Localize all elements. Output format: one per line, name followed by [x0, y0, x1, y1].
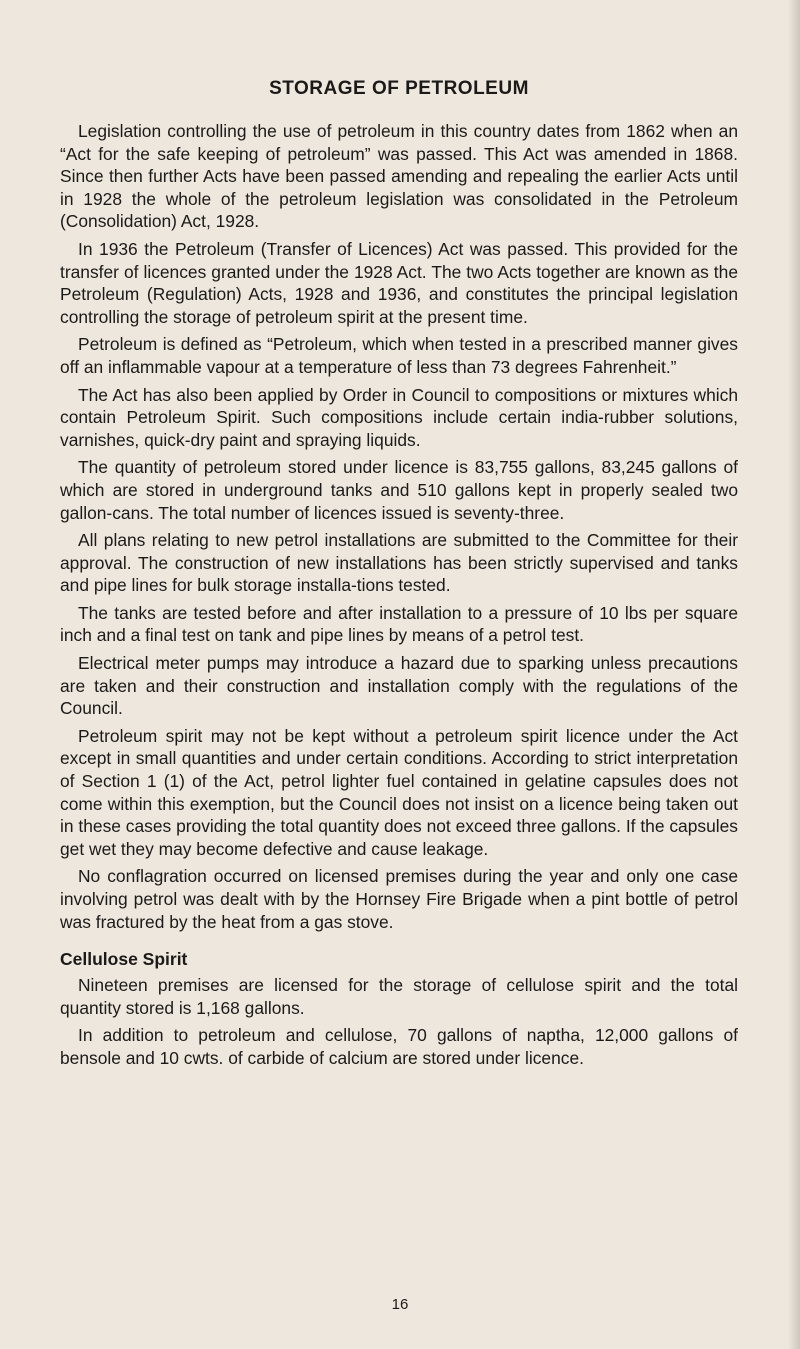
paragraph: No conflagration occurred on licensed premises during the year and only one case involving petrol was dealt with by the Hornsey Fire Brigade when a pint bottle of petrol was fractured by the heat from a gas stove.: [60, 866, 738, 932]
paragraph: In addition to petroleum and cellulose, 70 gallons of naptha, 12,000 gallons of bensole and 10 cwts. of carbide of calcium are stored under licence.: [60, 1025, 738, 1068]
page-edge-shadow: [788, 0, 800, 1349]
paragraph: Legislation controlling the use of petroleum in this country dates from 1862 when an “Act for the safe keeping of petroleum” was passed. This Act was amended in 1868. Since then further Acts have been passed amending and repealing the earlier Acts until in 1928 the whole of the petroleum legislation was consolidated in the Petroleum (Consolidation) Act, 1928.: [60, 121, 738, 232]
section-heading-cellulose-spirit: Cellulose Spirit: [60, 949, 188, 970]
paragraph: The quantity of petroleum stored under licence is 83,755 gallons, 83,245 gallons of which are stored in underground tanks and 510 gallons kept in properly sealed two gallon-cans. The total number of licences issued is seventy-three.: [60, 457, 738, 523]
paragraph: The Act has also been applied by Order in Council to compositions or mixtures which contain Petroleum Spirit. Such compositions include certain india-rubber solutions, varnishes, quick-dry paint and spraying liquids.: [60, 384, 738, 450]
page-title: STORAGE OF PETROLEUM: [269, 78, 529, 99]
paragraph: Electrical meter pumps may introduce a hazard due to sparking unless precautions are taken and their construction and installation comply with the regulations of the Council.: [60, 653, 738, 719]
paragraph: Petroleum spirit may not be kept without a petroleum spirit licence under the Act except in small quantities and under certain conditions. According to strict interpretation of Section 1 (1) of the Act, petrol lighter fuel contained in gelatine capsules does not come within this exemption, but the Council does not insist on a licence being taken out in these cases providing the total quantity does not exceed three gallons. If the capsules get wet they may become defective and cause leakage.: [60, 725, 738, 859]
paragraph: Nineteen premises are licensed for the storage of cellulose spirit and the total quantity stored is 1,168 gallons.: [60, 975, 738, 1018]
page-number: 16: [391, 1296, 409, 1313]
paragraph: Petroleum is defined as “Petroleum, which when tested in a prescribed manner gives off an inflammable vapour at a temperature of less than 73 degrees Fahrenheit.”: [60, 334, 738, 377]
paragraph: All plans relating to new petrol installations are submitted to the Committee for their approval. The construction of new installations has been strictly supervised and tanks and pipe lines for bulk storage installa-tions tested.: [60, 530, 738, 596]
paragraph: In 1936 the Petroleum (Transfer of Licences) Act was passed. This provided for the transfer of licences granted under the 1928 Act. The two Acts together are known as the Petroleum (Regulation) Acts, 1928 and 1936, and constitutes the principal legislation controlling the storage of petroleum spirit at the present time.: [60, 238, 738, 327]
paragraph: The tanks are tested before and after installation to a pressure of 10 lbs per square inch and a final test on tank and pipe lines by means of a petrol test.: [60, 602, 738, 646]
page-content: [60, 78, 738, 1075]
